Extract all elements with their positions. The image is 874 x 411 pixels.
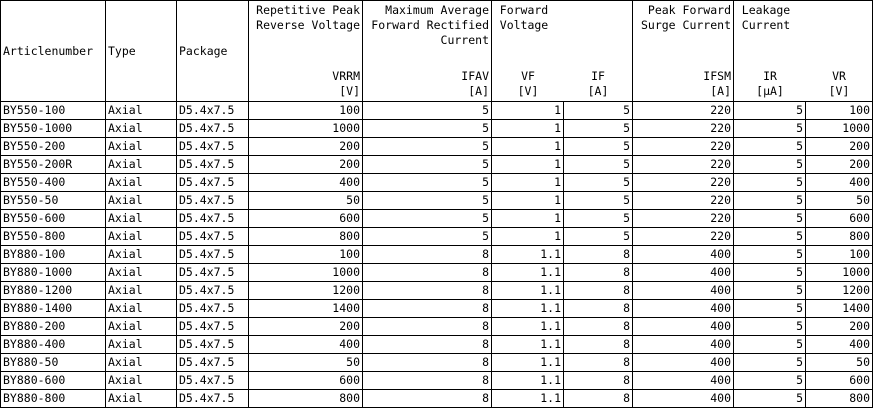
cell-ir[interactable]: 5 — [734, 156, 806, 174]
cell-ifsm[interactable]: 220 — [633, 156, 734, 174]
cell-package[interactable]: D5.4x7.5 — [177, 372, 249, 390]
cell-vf[interactable]: 1.1 — [492, 282, 564, 300]
header-ifsm[interactable] — [633, 1, 734, 102]
table-body — [1, 102, 873, 408]
cell-vf[interactable]: 1 — [492, 102, 564, 120]
cell-articlenumber[interactable]: BY880-1400 — [1, 300, 106, 318]
header-package[interactable] — [177, 1, 249, 102]
cell-ir[interactable]: 5 — [734, 264, 806, 282]
header-if-symbol: IF — [591, 69, 605, 83]
table-row[interactable] — [1, 390, 873, 408]
cell-ifsm[interactable]: 400 — [633, 300, 734, 318]
cell-if[interactable]: 8 — [564, 264, 633, 282]
header-articlenumber-label: Articlenumber — [3, 44, 94, 58]
cell-package[interactable]: D5.4x7.5 — [177, 354, 249, 372]
table-row[interactable] — [1, 318, 873, 336]
cell-type[interactable]: Axial — [106, 300, 177, 318]
cell-articlenumber[interactable]: BY550-100 — [1, 102, 106, 120]
cell-vr[interactable]: 100 — [806, 246, 873, 264]
cell-package[interactable]: D5.4x7.5 — [177, 120, 249, 138]
cell-ifav[interactable]: 5 — [363, 228, 492, 246]
header-vr-symbol: VR — [832, 69, 846, 83]
cell-package[interactable]: D5.4x7.5 — [177, 210, 249, 228]
cell-vrrm[interactable]: 600 — [249, 372, 363, 390]
cell-vrrm[interactable]: 100 — [249, 246, 363, 264]
cell-ifsm[interactable]: 220 — [633, 192, 734, 210]
cell-vr[interactable]: 600 — [806, 372, 873, 390]
cell-articlenumber[interactable]: BY550-200R — [1, 156, 106, 174]
cell-ir[interactable]: 5 — [734, 372, 806, 390]
header-vrrm-symbol: VRRM — [332, 69, 360, 83]
cell-package[interactable]: D5.4x7.5 — [177, 228, 249, 246]
cell-ifav[interactable]: 8 — [363, 318, 492, 336]
table-row[interactable] — [1, 102, 873, 120]
header-leakage-title: Leakage Current — [741, 3, 791, 32]
header-row — [1, 1, 873, 102]
cell-ifav[interactable]: 5 — [363, 174, 492, 192]
cell-vf[interactable]: 1.1 — [492, 246, 564, 264]
table-row[interactable] — [1, 120, 873, 138]
cell-vr[interactable]: 1000 — [806, 264, 873, 282]
cell-ifsm[interactable]: 400 — [633, 246, 734, 264]
cell-type[interactable]: Axial — [106, 192, 177, 210]
cell-if[interactable]: 5 — [564, 210, 633, 228]
cell-vr[interactable]: 1200 — [806, 282, 873, 300]
cell-ir[interactable]: 5 — [734, 300, 806, 318]
cell-ifav[interactable]: 5 — [363, 156, 492, 174]
cell-vf[interactable]: 1.1 — [492, 354, 564, 372]
cell-articlenumber[interactable]: BY880-1200 — [1, 282, 106, 300]
table-row[interactable] — [1, 354, 873, 372]
header-vf-unit: [V] — [517, 84, 539, 98]
cell-if[interactable]: 8 — [564, 246, 633, 264]
cell-package[interactable]: D5.4x7.5 — [177, 282, 249, 300]
cell-if[interactable]: 8 — [564, 390, 633, 408]
table-row[interactable] — [1, 372, 873, 390]
cell-ifsm[interactable]: 400 — [633, 336, 734, 354]
cell-articlenumber[interactable]: BY880-1000 — [1, 264, 106, 282]
cell-articlenumber[interactable]: BY880-600 — [1, 372, 106, 390]
cell-vrrm[interactable]: 400 — [249, 336, 363, 354]
cell-ifsm[interactable]: 220 — [633, 210, 734, 228]
header-type-label: Type — [108, 44, 136, 58]
table-row[interactable] — [1, 138, 873, 156]
cell-ifav[interactable]: 5 — [363, 210, 492, 228]
cell-vr[interactable]: 50 — [806, 354, 873, 372]
cell-type[interactable]: Axial — [106, 264, 177, 282]
cell-vr[interactable]: 200 — [806, 138, 873, 156]
cell-type[interactable]: Axial — [106, 318, 177, 336]
header-vrrm-title: Repetitive Peak Reverse Voltage — [256, 3, 360, 32]
header-package-label: Package — [179, 44, 228, 58]
cell-type[interactable]: Axial — [106, 246, 177, 264]
cell-package[interactable]: D5.4x7.5 — [177, 300, 249, 318]
cell-ir[interactable]: 5 — [734, 102, 806, 120]
cell-type[interactable]: Axial — [106, 282, 177, 300]
cell-vrrm[interactable]: 200 — [249, 138, 363, 156]
cell-ir[interactable]: 5 — [734, 138, 806, 156]
cell-ifav[interactable]: 8 — [363, 300, 492, 318]
cell-vrrm[interactable]: 1000 — [249, 264, 363, 282]
header-ifav-symbol: IFAV — [461, 69, 489, 83]
table-row[interactable] — [1, 174, 873, 192]
table-row[interactable] — [1, 210, 873, 228]
cell-vrrm[interactable]: 200 — [249, 318, 363, 336]
cell-vrrm[interactable]: 400 — [249, 174, 363, 192]
cell-ifsm[interactable]: 400 — [633, 318, 734, 336]
header-leakage-current[interactable] — [734, 1, 873, 102]
cell-vf[interactable]: 1 — [492, 210, 564, 228]
cell-ifsm[interactable]: 400 — [633, 282, 734, 300]
cell-vf[interactable]: 1.1 — [492, 336, 564, 354]
cell-package[interactable]: D5.4x7.5 — [177, 318, 249, 336]
cell-ifsm[interactable]: 220 — [633, 174, 734, 192]
cell-articlenumber[interactable]: BY880-100 — [1, 246, 106, 264]
cell-ifav[interactable]: 8 — [363, 246, 492, 264]
cell-package[interactable]: D5.4x7.5 — [177, 174, 249, 192]
cell-ifav[interactable]: 5 — [363, 102, 492, 120]
table-row[interactable] — [1, 264, 873, 282]
cell-vf[interactable]: 1.1 — [492, 390, 564, 408]
table-row[interactable] — [1, 156, 873, 174]
header-ifsm-symbol: IFSM — [703, 69, 731, 83]
cell-if[interactable]: 5 — [564, 102, 633, 120]
cell-vrrm[interactable]: 100 — [249, 102, 363, 120]
cell-vr[interactable]: 400 — [806, 174, 873, 192]
cell-articlenumber[interactable]: BY880-800 — [1, 390, 106, 408]
cell-if[interactable]: 5 — [564, 174, 633, 192]
cell-type[interactable]: Axial — [106, 372, 177, 390]
cell-type[interactable]: Axial — [106, 390, 177, 408]
cell-if[interactable]: 8 — [564, 354, 633, 372]
cell-type[interactable]: Axial — [106, 120, 177, 138]
cell-type[interactable]: Axial — [106, 174, 177, 192]
table-row[interactable] — [1, 300, 873, 318]
cell-if[interactable]: 8 — [564, 318, 633, 336]
cell-package[interactable]: D5.4x7.5 — [177, 138, 249, 156]
cell-package[interactable]: D5.4x7.5 — [177, 192, 249, 210]
cell-vr[interactable]: 200 — [806, 318, 873, 336]
cell-type[interactable]: Axial — [106, 228, 177, 246]
cell-vrrm[interactable]: 600 — [249, 210, 363, 228]
cell-vr[interactable]: 800 — [806, 390, 873, 408]
header-ifsm-title: Peak Forward Surge Current — [640, 3, 731, 32]
cell-articlenumber[interactable]: BY880-200 — [1, 318, 106, 336]
header-ifav-title: Maximum Average Forward Rectified Current — [371, 3, 489, 47]
cell-ifav[interactable]: 8 — [363, 264, 492, 282]
cell-articlenumber[interactable]: BY550-50 — [1, 192, 106, 210]
header-articlenumber[interactable] — [1, 1, 106, 102]
cell-type[interactable]: Axial — [106, 210, 177, 228]
cell-vrrm[interactable]: 50 — [249, 192, 363, 210]
header-ifav-unit: [A] — [468, 84, 489, 98]
cell-vf[interactable]: 1.1 — [492, 264, 564, 282]
cell-ifav[interactable]: 8 — [363, 336, 492, 354]
cell-vr[interactable]: 100 — [806, 102, 873, 120]
cell-ir[interactable]: 5 — [734, 228, 806, 246]
cell-package[interactable]: D5.4x7.5 — [177, 246, 249, 264]
header-type[interactable] — [106, 1, 177, 102]
table-row[interactable] — [1, 228, 873, 246]
header-forward-voltage-title: Forward Voltage — [499, 3, 549, 32]
cell-ir[interactable]: 5 — [734, 120, 806, 138]
cell-ifsm[interactable]: 220 — [633, 120, 734, 138]
cell-vrrm[interactable]: 50 — [249, 354, 363, 372]
cell-articlenumber[interactable]: BY550-200 — [1, 138, 106, 156]
cell-if[interactable]: 5 — [564, 138, 633, 156]
cell-ifav[interactable]: 8 — [363, 282, 492, 300]
cell-vr[interactable]: 50 — [806, 192, 873, 210]
cell-vrrm[interactable]: 1200 — [249, 282, 363, 300]
header-vf-symbol: VF — [521, 69, 535, 83]
cell-ifav[interactable]: 5 — [363, 192, 492, 210]
cell-ir[interactable]: 5 — [734, 336, 806, 354]
cell-ir[interactable]: 5 — [734, 318, 806, 336]
cell-articlenumber[interactable]: BY550-400 — [1, 174, 106, 192]
cell-vf[interactable]: 1.1 — [492, 300, 564, 318]
cell-ir[interactable]: 5 — [734, 192, 806, 210]
cell-vrrm[interactable]: 800 — [249, 390, 363, 408]
cell-articlenumber[interactable]: BY550-1000 — [1, 120, 106, 138]
header-if-unit: [A] — [587, 84, 609, 98]
cell-ifsm[interactable]: 400 — [633, 264, 734, 282]
cell-type[interactable]: Axial — [106, 336, 177, 354]
cell-ifsm[interactable]: 400 — [633, 390, 734, 408]
cell-package[interactable]: D5.4x7.5 — [177, 264, 249, 282]
table-row[interactable] — [1, 336, 873, 354]
cell-if[interactable]: 5 — [564, 156, 633, 174]
cell-ifsm[interactable]: 220 — [633, 102, 734, 120]
cell-package[interactable]: D5.4x7.5 — [177, 102, 249, 120]
cell-vr[interactable]: 200 — [806, 156, 873, 174]
cell-ifav[interactable]: 5 — [363, 120, 492, 138]
cell-if[interactable]: 5 — [564, 228, 633, 246]
cell-type[interactable]: Axial — [106, 138, 177, 156]
cell-vr[interactable]: 1400 — [806, 300, 873, 318]
cell-if[interactable]: 8 — [564, 336, 633, 354]
cell-ifsm[interactable]: 220 — [633, 228, 734, 246]
cell-type[interactable]: Axial — [106, 102, 177, 120]
cell-ifsm[interactable]: 400 — [633, 354, 734, 372]
cell-ir[interactable]: 5 — [734, 246, 806, 264]
table-row[interactable] — [1, 192, 873, 210]
cell-if[interactable]: 8 — [564, 300, 633, 318]
header-ir-symbol: IR — [763, 69, 777, 83]
cell-vr[interactable]: 400 — [806, 336, 873, 354]
header-ifav[interactable] — [363, 1, 492, 102]
cell-ifav[interactable]: 8 — [363, 372, 492, 390]
table-row[interactable] — [1, 246, 873, 264]
cell-ifav[interactable]: 8 — [363, 354, 492, 372]
cell-package[interactable]: D5.4x7.5 — [177, 156, 249, 174]
cell-vf[interactable]: 1 — [492, 174, 564, 192]
cell-vr[interactable]: 600 — [806, 210, 873, 228]
header-vrrm[interactable] — [249, 1, 363, 102]
cell-package[interactable]: D5.4x7.5 — [177, 336, 249, 354]
cell-vrrm[interactable]: 200 — [249, 156, 363, 174]
header-forward-voltage[interactable] — [492, 1, 633, 102]
cell-ir[interactable]: 5 — [734, 282, 806, 300]
cell-ifav[interactable]: 8 — [363, 390, 492, 408]
header-ir-unit: [µA] — [756, 84, 784, 98]
cell-ifav[interactable]: 5 — [363, 138, 492, 156]
cell-articlenumber[interactable]: BY550-600 — [1, 210, 106, 228]
cell-ir[interactable]: 5 — [734, 354, 806, 372]
header-vrrm-unit: [V] — [339, 84, 360, 98]
cell-articlenumber[interactable]: BY880-50 — [1, 354, 106, 372]
cell-if[interactable]: 8 — [564, 372, 633, 390]
cell-package[interactable]: D5.4x7.5 — [177, 390, 249, 408]
cell-vrrm[interactable]: 1000 — [249, 120, 363, 138]
cell-if[interactable]: 5 — [564, 120, 633, 138]
cell-vf[interactable]: 1 — [492, 228, 564, 246]
table-row[interactable] — [1, 282, 873, 300]
cell-vr[interactable]: 800 — [806, 228, 873, 246]
cell-vf[interactable]: 1 — [492, 120, 564, 138]
cell-ir[interactable]: 5 — [734, 174, 806, 192]
cell-vr[interactable]: 1000 — [806, 120, 873, 138]
cell-type[interactable]: Axial — [106, 354, 177, 372]
cell-if[interactable]: 8 — [564, 282, 633, 300]
cell-vf[interactable]: 1.1 — [492, 318, 564, 336]
cell-vrrm[interactable]: 800 — [249, 228, 363, 246]
cell-ir[interactable]: 5 — [734, 390, 806, 408]
cell-vf[interactable]: 1.1 — [492, 372, 564, 390]
cell-articlenumber[interactable]: BY880-400 — [1, 336, 106, 354]
cell-vf[interactable]: 1 — [492, 192, 564, 210]
header-ifsm-unit: [A] — [710, 84, 731, 98]
cell-articlenumber[interactable]: BY550-800 — [1, 228, 106, 246]
cell-ifsm[interactable]: 220 — [633, 138, 734, 156]
cell-ir[interactable]: 5 — [734, 210, 806, 228]
header-vr-unit: [V] — [828, 84, 850, 98]
cell-ifsm[interactable]: 400 — [633, 372, 734, 390]
cell-vf[interactable]: 1 — [492, 156, 564, 174]
cell-type[interactable]: Axial — [106, 156, 177, 174]
cell-if[interactable]: 5 — [564, 192, 633, 210]
cell-vf[interactable]: 1 — [492, 138, 564, 156]
cell-vrrm[interactable]: 1400 — [249, 300, 363, 318]
